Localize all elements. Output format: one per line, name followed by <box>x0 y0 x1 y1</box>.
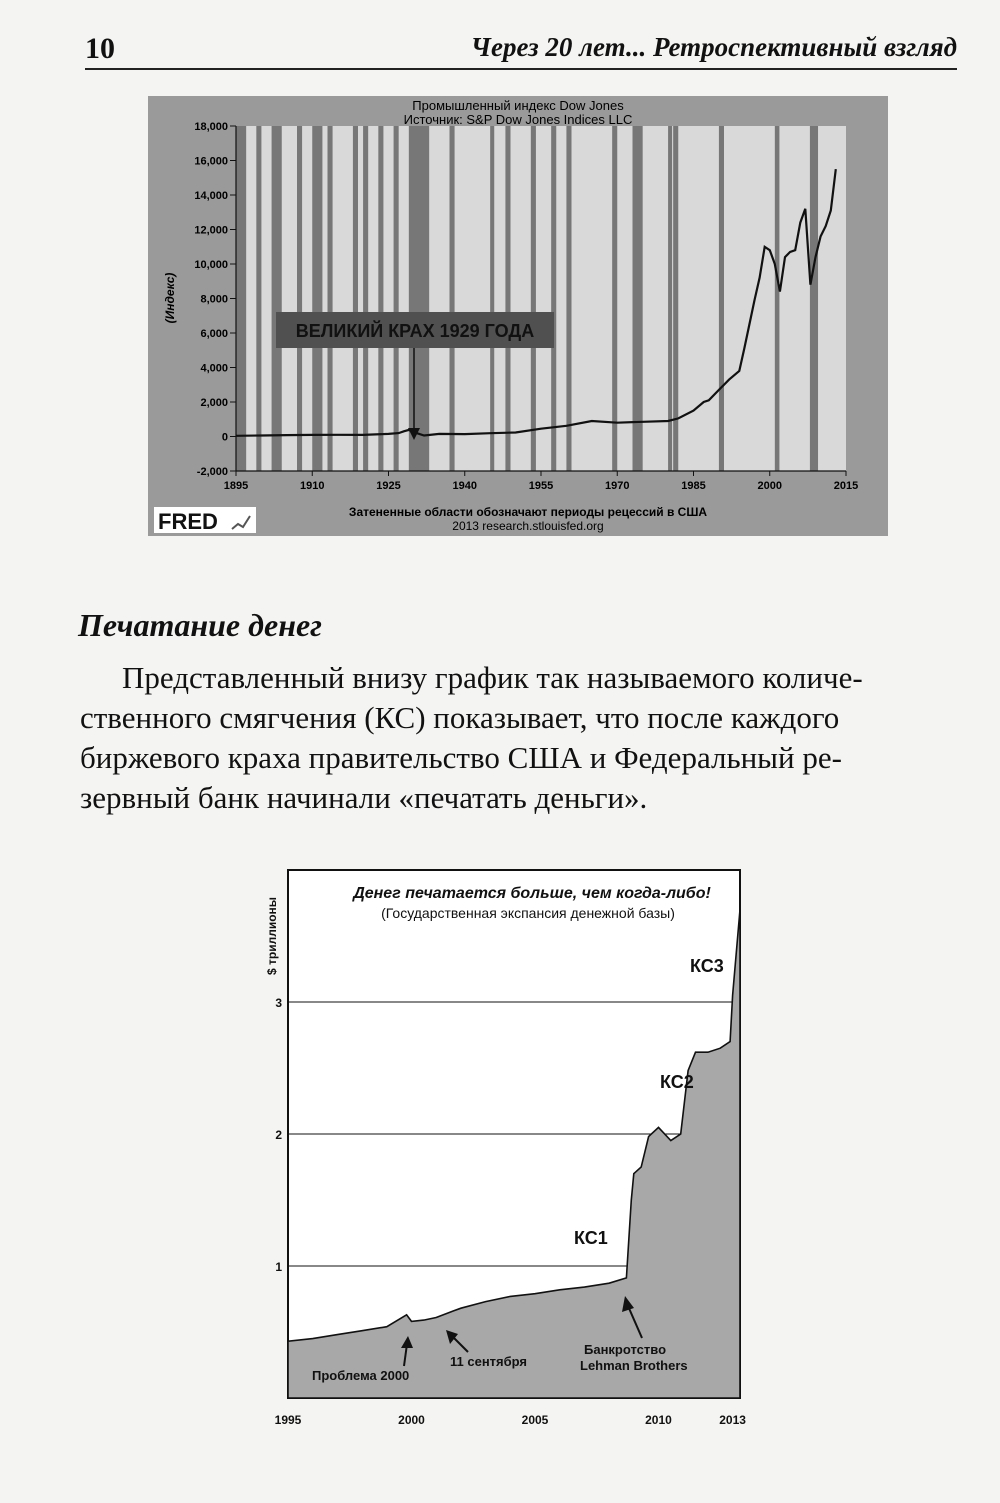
recession-band <box>297 126 302 471</box>
page-header <box>85 28 957 70</box>
chart2-y-label: $ триллионы <box>265 896 279 976</box>
recession-band <box>531 126 536 471</box>
recession-band <box>505 126 510 471</box>
y-tick-label: 18,000 <box>194 121 228 133</box>
recession-band <box>328 126 333 471</box>
great-crash-label: ВЕЛИКИЙ КРАХ 1929 ГОДА <box>295 321 535 341</box>
x-tick-label: 1985 <box>681 480 706 492</box>
recession-band <box>312 126 322 471</box>
recession-band <box>353 126 358 471</box>
sept11-label: 11 сентября <box>450 1354 528 1369</box>
x-tick-label: 1940 <box>452 480 477 492</box>
monetary-base-chart <box>262 866 762 1432</box>
dow-jones-chart-svg <box>148 96 888 536</box>
dow-jones-chart <box>148 96 888 536</box>
recession-band <box>719 126 724 471</box>
y-tick-label: 1 <box>275 1260 282 1274</box>
page-number: 10 <box>85 32 115 65</box>
chart1-credit: 2013 research.stlouisfed.org <box>452 519 604 533</box>
recession-band <box>633 126 643 471</box>
paragraph-line: ственного смягчения (КС) показывает, что после каждого <box>80 700 840 735</box>
y-tick-label: 3 <box>275 996 282 1010</box>
y-tick-label: 16,000 <box>194 155 228 168</box>
x-tick-label: 2000 <box>398 1413 425 1427</box>
recession-band <box>450 126 455 471</box>
y-tick-label: 6,000 <box>200 328 228 340</box>
chart1-source: Источник: S&P Dow Jones Indices LLC <box>403 112 633 127</box>
x-tick-label: 2015 <box>833 480 859 492</box>
chart1-x-ticks <box>224 480 858 492</box>
recession-band <box>810 126 818 471</box>
monetary-base-chart-svg <box>262 866 762 1432</box>
y-tick-label: 10,000 <box>194 259 228 271</box>
x-tick-label: 1955 <box>528 480 554 492</box>
y2k-label: Проблема 2000 <box>312 1368 410 1383</box>
y-tick-label: 2 <box>275 1128 282 1142</box>
recession-band <box>490 126 494 471</box>
recession-band <box>612 126 617 471</box>
recession-band <box>566 126 571 471</box>
paragraph-line: зервный банк начинали «печатать деньги». <box>80 780 648 815</box>
y-tick-label: 14,000 <box>194 190 228 202</box>
recession-band <box>236 126 246 471</box>
y-tick-label: 2,000 <box>200 397 228 409</box>
recession-band <box>378 126 383 471</box>
y-tick-label: 12,000 <box>194 224 228 237</box>
chart2-x-ticks <box>275 1413 747 1427</box>
lehman-label-line1: Банкротство <box>584 1342 667 1357</box>
x-tick-label: 2000 <box>757 480 782 492</box>
body-paragraph <box>80 658 958 818</box>
x-tick-label: 1970 <box>605 480 630 492</box>
x-tick-label: 1910 <box>300 480 325 492</box>
recession-band <box>775 126 780 471</box>
qe3-label: КС3 <box>690 956 724 976</box>
x-tick-label: 1995 <box>274 1413 302 1427</box>
recession-band <box>551 126 556 471</box>
recession-band <box>363 126 368 471</box>
y-tick-label: -2,000 <box>196 466 228 478</box>
lehman-label-line2: Lehman Brothers <box>580 1358 688 1373</box>
fred-logo: FRED <box>158 509 218 534</box>
y-tick-label: 0 <box>221 431 228 444</box>
x-tick-label: 1895 <box>223 480 249 492</box>
chart1-title: Промышленный индекс Dow Jones <box>412 98 624 113</box>
x-tick-label: 2005 <box>521 1413 549 1427</box>
chart1-y-label: (Индекс) <box>163 272 177 324</box>
recession-band <box>256 126 261 471</box>
chart2-subtitle: (Государственная экспансия денежной базы) <box>381 905 675 921</box>
qe1-label: КС1 <box>574 1228 608 1248</box>
recession-band <box>409 126 429 471</box>
chart2-title: Денег печатается больше, чем когда-либо! <box>353 885 711 902</box>
recession-band <box>394 126 399 471</box>
recession-band <box>272 126 282 471</box>
x-tick-label: 2010 <box>645 1413 672 1427</box>
y-tick-label: 4,000 <box>200 362 228 375</box>
chart2-y-ticks <box>275 996 282 1274</box>
running-title: Через 20 лет... Ретроспективный взгляд <box>470 32 957 62</box>
x-tick-label: 1925 <box>376 480 401 492</box>
paragraph-line: биржевого краха правительство США и Федеральный ре- <box>80 740 842 775</box>
chart1-footnote: Затененные области обозначают периоды рецессий в США <box>348 505 708 519</box>
paragraph-line: Представленный внизу график так называемого количе- <box>122 660 863 695</box>
qe2-label: КС2 <box>660 1072 694 1092</box>
section-heading: Печатание денег <box>78 607 322 643</box>
x-tick-label: 2013 <box>719 1413 746 1427</box>
y-tick-label: 8,000 <box>200 293 228 306</box>
